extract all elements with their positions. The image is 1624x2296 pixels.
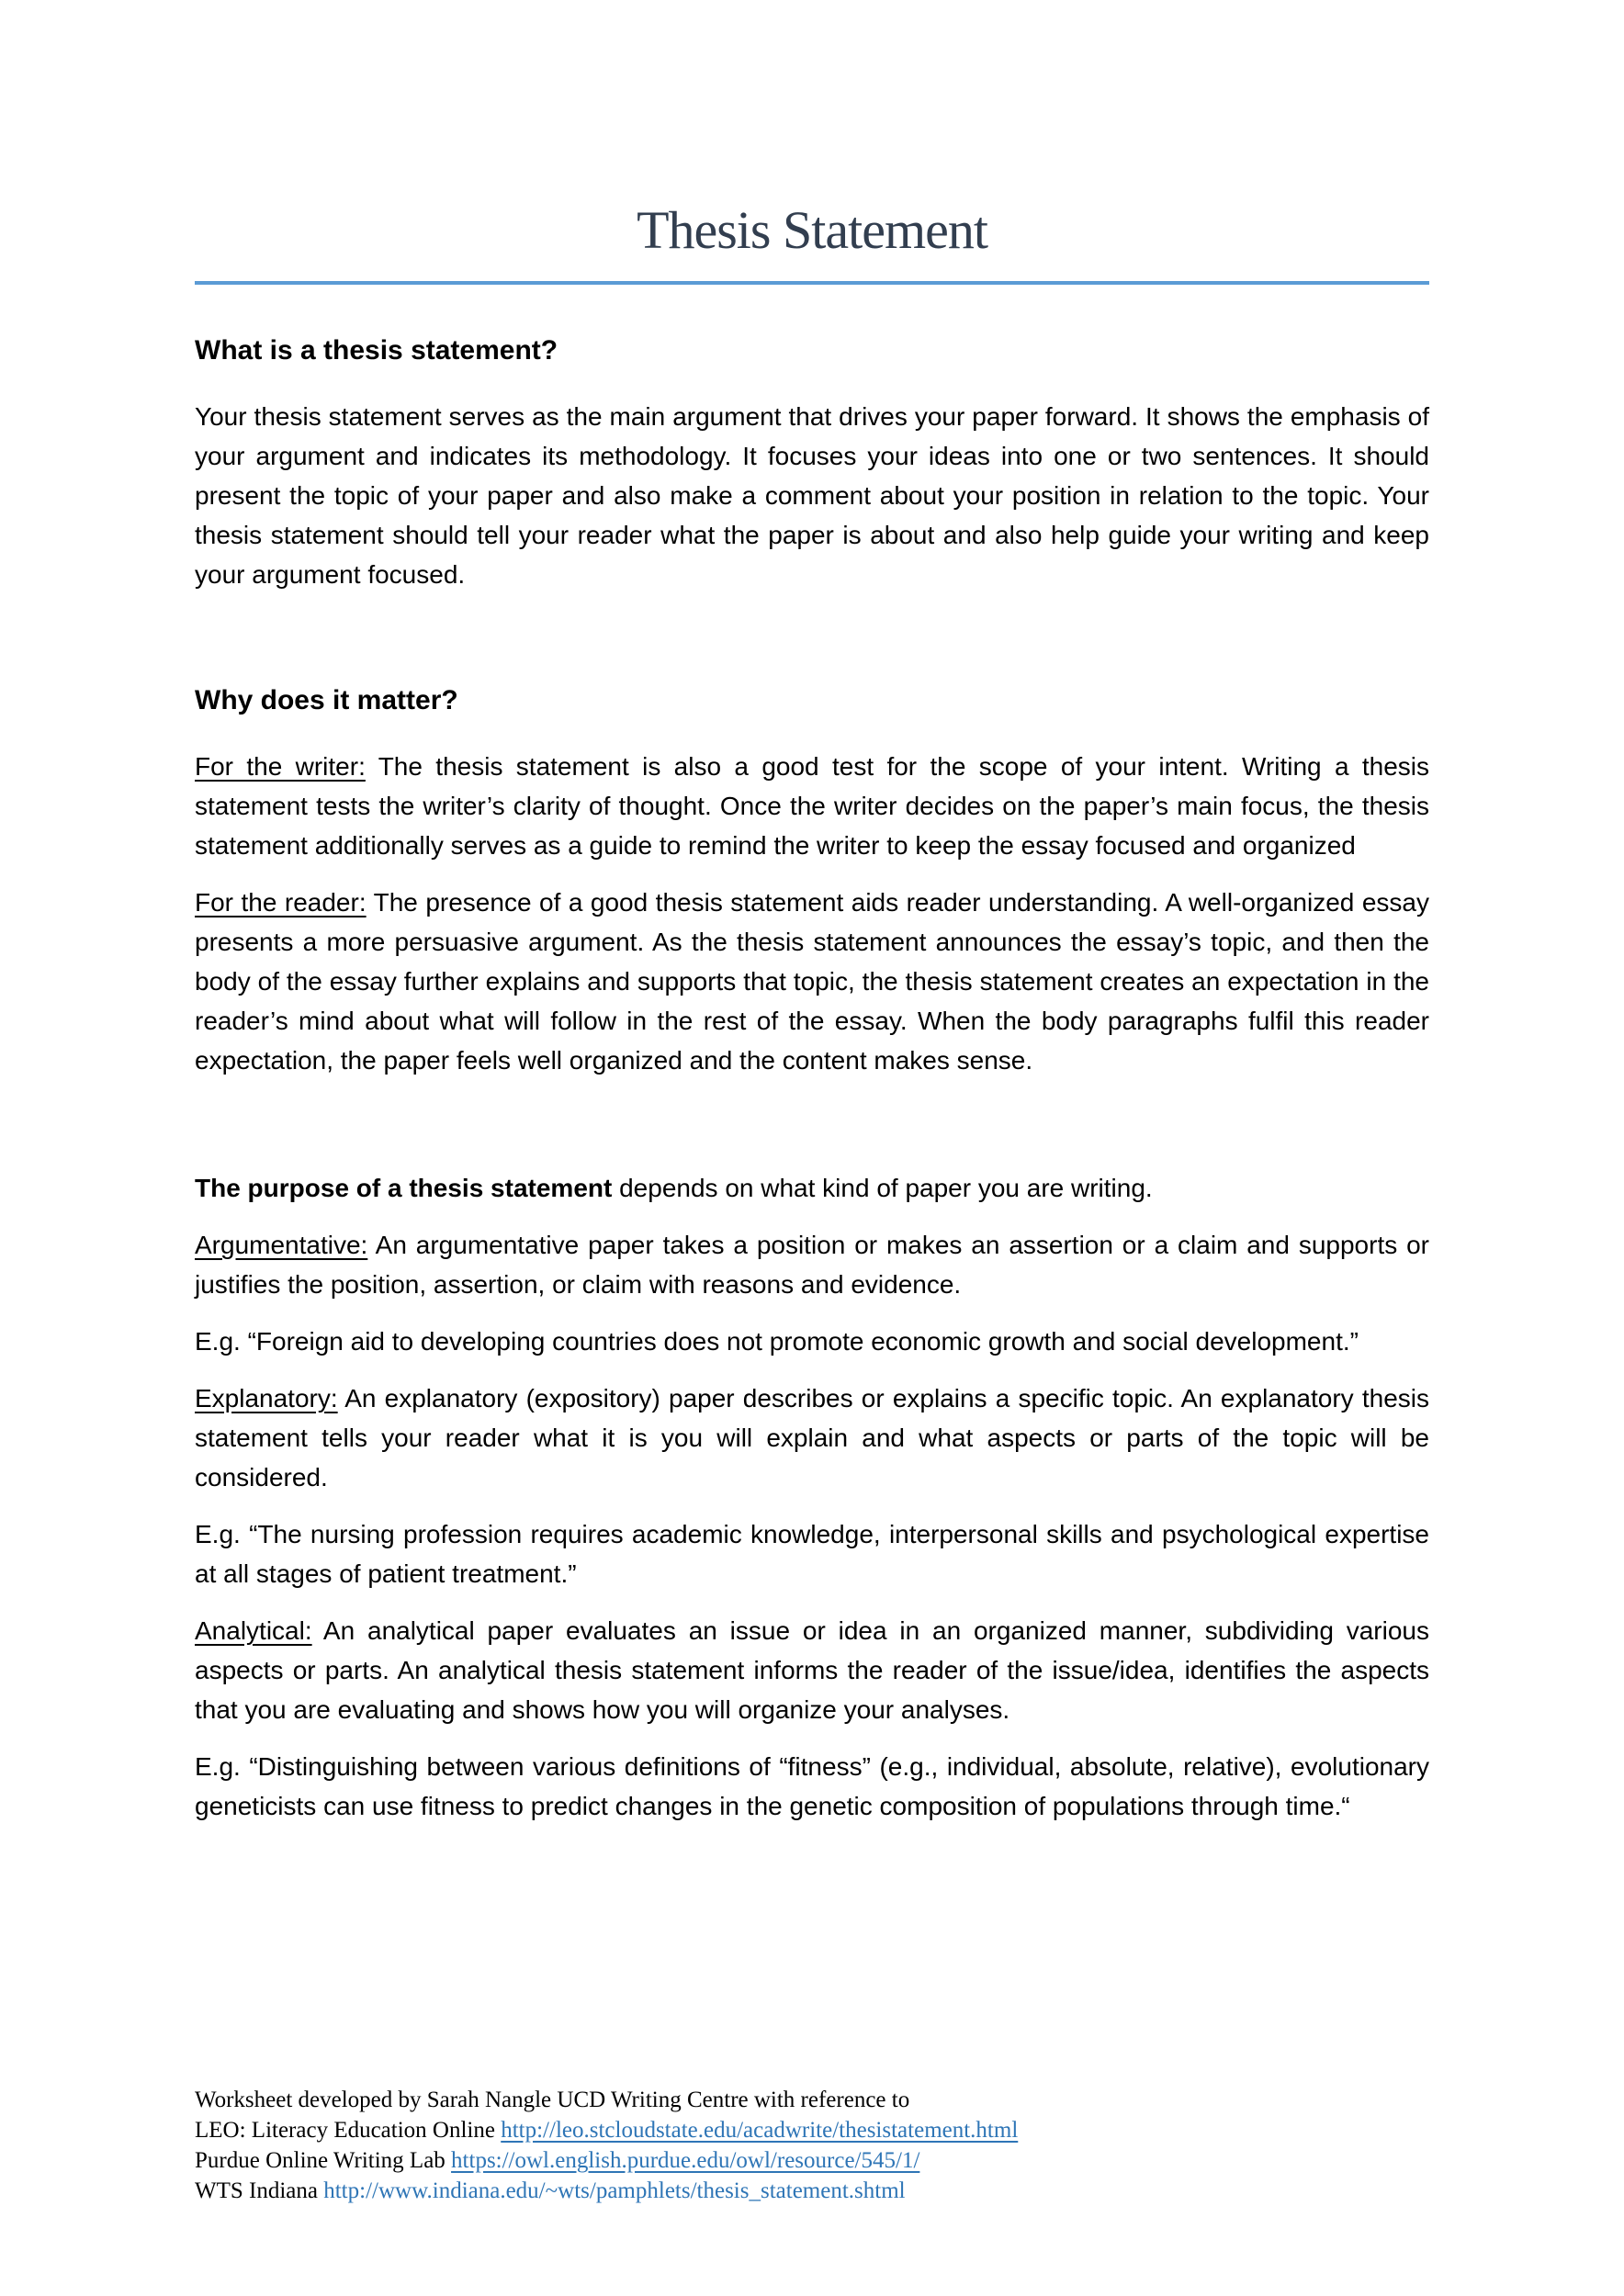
paragraph (195, 747, 1429, 865)
paragraph-text: E.g. “The nursing profession requires academic knowledge, interpersonal skills and psychological expertise at all stages of patient treatment.” (195, 1520, 1429, 1588)
paragraph-text: An explanatory (expository) paper describes or explains a specific topic. An explanatory thesis statement tells your reader what it is you will explain and what aspects or parts of the topic will be considered. (195, 1384, 1429, 1491)
footer-source-label: LEO: Literacy Education Online (195, 2118, 502, 2143)
paragraph (195, 1379, 1429, 1497)
footer-credit-line: Worksheet developed by Sarah Nangle UCD Writing Centre with reference to (195, 2088, 910, 2112)
paragraph-text: The thesis statement is also a good test for the scope of your intent. Writing a thesis statement tests the writer’s clarity of thought. Once the writer decides on the paper’s main focus, the thesis statement additionally serves as a guide to remind the writer to keep the essay focused and organized (195, 752, 1430, 860)
footer-source-link[interactable]: http://leo.stcloudstate.edu/acadwrite/thesistatement.html (501, 2118, 1019, 2143)
section-what-is-a-thesis-statement (195, 332, 1429, 594)
section-heading: Why does it matter? (195, 685, 458, 715)
paragraph-example (195, 1747, 1429, 1826)
paragraph-lead: For the writer: (195, 752, 366, 781)
footer-source-line (195, 2176, 1429, 2206)
paragraph (195, 1225, 1429, 1304)
footer-source-link[interactable]: https://owl.english.purdue.edu/owl/resource/545/1/ (451, 2148, 920, 2173)
paragraph-example (195, 1322, 1429, 1361)
section-purpose-of-thesis-statement (195, 1168, 1429, 1826)
paragraph-lead: Explanatory: (195, 1384, 338, 1412)
paragraph-example (195, 1514, 1429, 1593)
paragraph (195, 1168, 1429, 1208)
paragraph-text: E.g. “Distinguishing between various definitions of “fitness” (e.g., individual, absolute, relative), evolutionary geneticists can use fitness to predict changes in the genetic composition of populations through time.“ (195, 1752, 1429, 1820)
paragraph-text: An analytical paper evaluates an issue or idea in an organized manner, subdividing various aspects or parts. An analytical thesis statement informs the reader of the issue/idea, identifies the aspects that you are evaluating and shows how you will organize your analyses. (195, 1616, 1429, 1724)
footer-source-label: WTS Indiana (195, 2178, 324, 2203)
document-title: Thesis Statement (637, 200, 987, 260)
paragraph-text: Your thesis statement serves as the main argument that drives your paper forward. It shows the emphasis of your argument and indicates its methodology. It focuses your ideas into one or two sentences. It should present the topic of your paper and also make a comment about your position in relation to the topic. Your thesis statement should tell your reader what the paper is about and also help guide your writing and keep your argument focused. (195, 402, 1429, 589)
paragraph-lead: Analytical: (195, 1616, 312, 1645)
title-divider (195, 281, 1429, 285)
paragraph-text: An argumentative paper takes a position or makes an assertion or a claim and supports or justifies the position, assertion, or claim with reasons and evidence. (195, 1231, 1429, 1299)
footer-source-line (195, 2115, 1429, 2145)
section-heading: What is a thesis statement? (195, 335, 558, 366)
footer-credits (195, 2085, 1429, 2206)
paragraph-text: E.g. “Foreign aid to developing countries does not promote economic growth and social development.” (195, 1327, 1359, 1356)
paragraph (195, 883, 1429, 1080)
paragraph-text: The presence of a good thesis statement aids reader understanding. A well-organized essay presents a more persuasive argument. As the thesis statement announces the essay’s topic, and then the body of the essay further explains and supports that topic, the thesis statement creates an expectation in the reader’s mind about what will follow in the rest of the essay. When the body paragraphs fulfil this reader expectation, the paper feels well organized and the content makes sense. (195, 888, 1429, 1075)
footer-source-link[interactable]: http://www.indiana.edu/~wts/pamphlets/thesis_statement.shtml (323, 2178, 906, 2203)
paragraph-lead: For the reader: (195, 888, 367, 917)
paragraph (195, 397, 1429, 594)
paragraph-lead: Argumentative: (195, 1231, 368, 1259)
footer-source-label: Purdue Online Writing Lab (195, 2148, 452, 2173)
paragraph-text: depends on what kind of paper you are writing. (612, 1174, 1153, 1202)
section-why-does-it-matter (195, 682, 1429, 1080)
paragraph (195, 1611, 1429, 1729)
paragraph-lead: The purpose of a thesis statement (195, 1174, 613, 1202)
footer-source-line (195, 2145, 1429, 2176)
